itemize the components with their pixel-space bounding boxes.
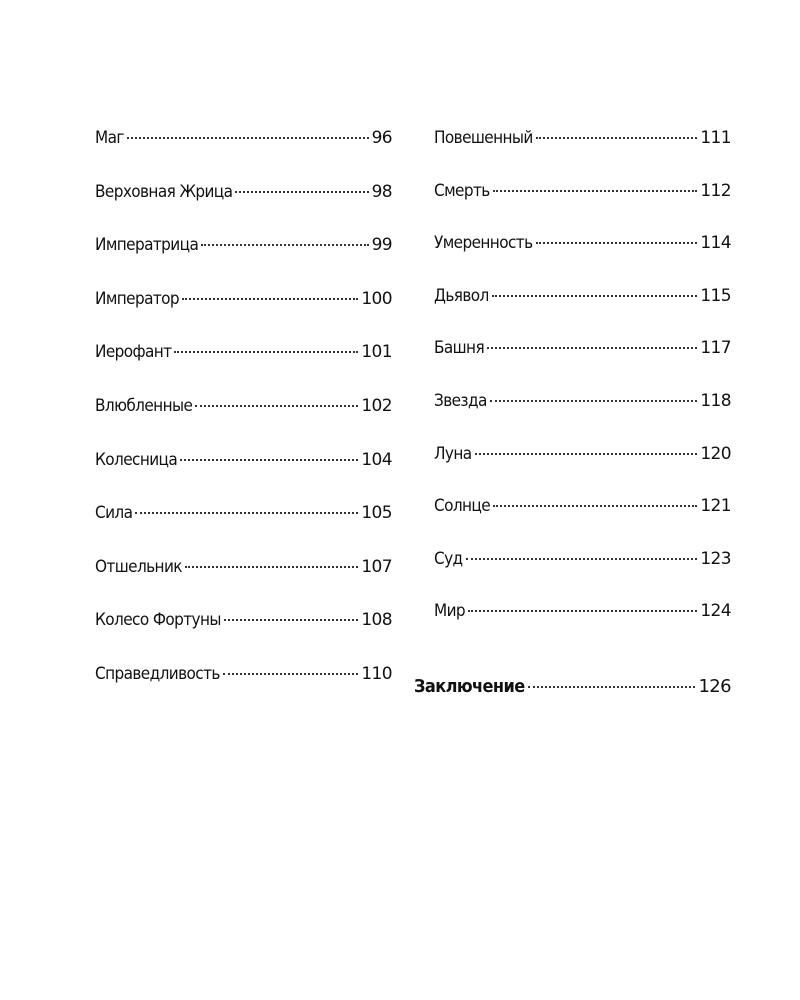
toc-entry-title: Колесо Фортуны [95,610,221,631]
toc-entry-title: Повешенный [434,128,533,148]
toc-entry-page: 108 [361,610,392,631]
toc-entry-title: Суд [434,548,463,569]
toc-entry-title: Дьявол [434,285,489,306]
toc-entry [434,549,731,602]
toc-entry-title: Сила [95,503,133,524]
toc-entry [95,610,392,664]
toc-entry-title: Башня [434,338,485,359]
toc-entry-page: 98 [371,181,392,202]
toc-entry [95,289,392,343]
toc-entry-page: 102 [361,395,392,416]
toc-entry [434,444,731,497]
toc-entry [95,503,392,557]
toc-entry-page: 96 [371,128,392,148]
toc-leader-dots [492,295,698,297]
toc-leader-dots [223,673,359,675]
toc-entry [434,391,731,444]
toc-entry [95,128,392,182]
toc-entry [434,181,731,234]
toc-leader-dots [182,298,358,300]
toc-entry-page: 107 [361,556,392,577]
toc-entry-title: Солнце [434,496,491,517]
toc-leader-dots [224,619,358,621]
toc-entry-page: 120 [700,443,731,464]
toc-entry [95,182,392,236]
toc-entry [95,664,392,718]
toc-entry-title: Императрица [95,235,199,256]
toc-entry-title: Звезда [434,390,487,411]
toc-leader-dots [235,191,368,193]
toc-leader-dots [528,686,696,688]
toc-entry [434,233,731,286]
toc-entry [434,601,731,654]
toc-entry [434,338,731,391]
toc-entry-title: Мир [434,601,466,622]
toc-entry-page: 105 [361,503,392,524]
toc-leader-dots [536,137,698,139]
toc-entry-title: Умеренность [434,233,533,254]
toc-leader-dots [185,566,358,568]
toc-leader-dots [490,400,698,402]
toc-conclusion-page: 126 [698,676,731,697]
toc-entry-page: 115 [700,285,731,306]
toc-entry [434,286,731,339]
toc-entry-title: Император [95,288,180,309]
toc-entry-page: 101 [361,342,392,363]
toc-entry-page: 110 [361,663,392,684]
toc-entry-title: Иерофант [95,342,172,363]
toc-entry [95,450,392,504]
toc-conclusion-title: Заключение [414,676,525,697]
toc-entry-title: Влюбленные [95,395,193,416]
toc-entry-title: Колесница [95,449,178,470]
toc-entry-title: Луна [434,443,472,464]
toc-entry-title: Верховная Жрица [95,181,233,202]
toc-entry-page: 100 [361,288,392,309]
toc-leader-dots [127,137,369,139]
toc-leader-dots [466,558,698,560]
toc-leader-dots [468,610,697,612]
toc-entry [434,496,731,549]
toc-leader-dots [475,453,698,455]
toc-entry [95,557,392,611]
toc-entry-page: 117 [700,338,731,359]
toc-entry-page: 124 [700,601,731,622]
toc-entry-title: Маг [95,128,124,148]
toc-leader-dots [174,351,358,353]
toc-leader-dots [493,505,697,507]
toc-leader-dots [493,190,698,192]
toc-leader-dots [195,405,358,407]
toc-entry-title: Справедливость [95,663,220,684]
toc-leader-dots [180,459,358,461]
toc-leader-dots [135,512,358,514]
toc-entry [95,342,392,396]
toc-entry-page: 114 [700,233,731,254]
toc-entry-page: 118 [700,390,731,411]
toc-leader-dots [487,347,697,349]
toc-entry-page: 111 [700,128,731,148]
toc-entry-title: Смерть [434,180,490,201]
toc-entry-title: Отшельник [95,556,182,577]
toc-entry-page: 112 [700,180,731,201]
toc-leader-dots [201,244,368,246]
toc-entry-page: 123 [700,548,731,569]
toc-entry [95,396,392,450]
toc-right-column [434,128,731,654]
toc-conclusion-entry [414,676,731,697]
toc-left-column [95,128,392,718]
toc-entry [434,128,731,181]
toc-entry-page: 104 [361,449,392,470]
toc-entry-page: 99 [371,235,392,256]
toc-entry-page: 121 [700,496,731,517]
toc-leader-dots [536,242,698,244]
toc-entry [95,235,392,289]
